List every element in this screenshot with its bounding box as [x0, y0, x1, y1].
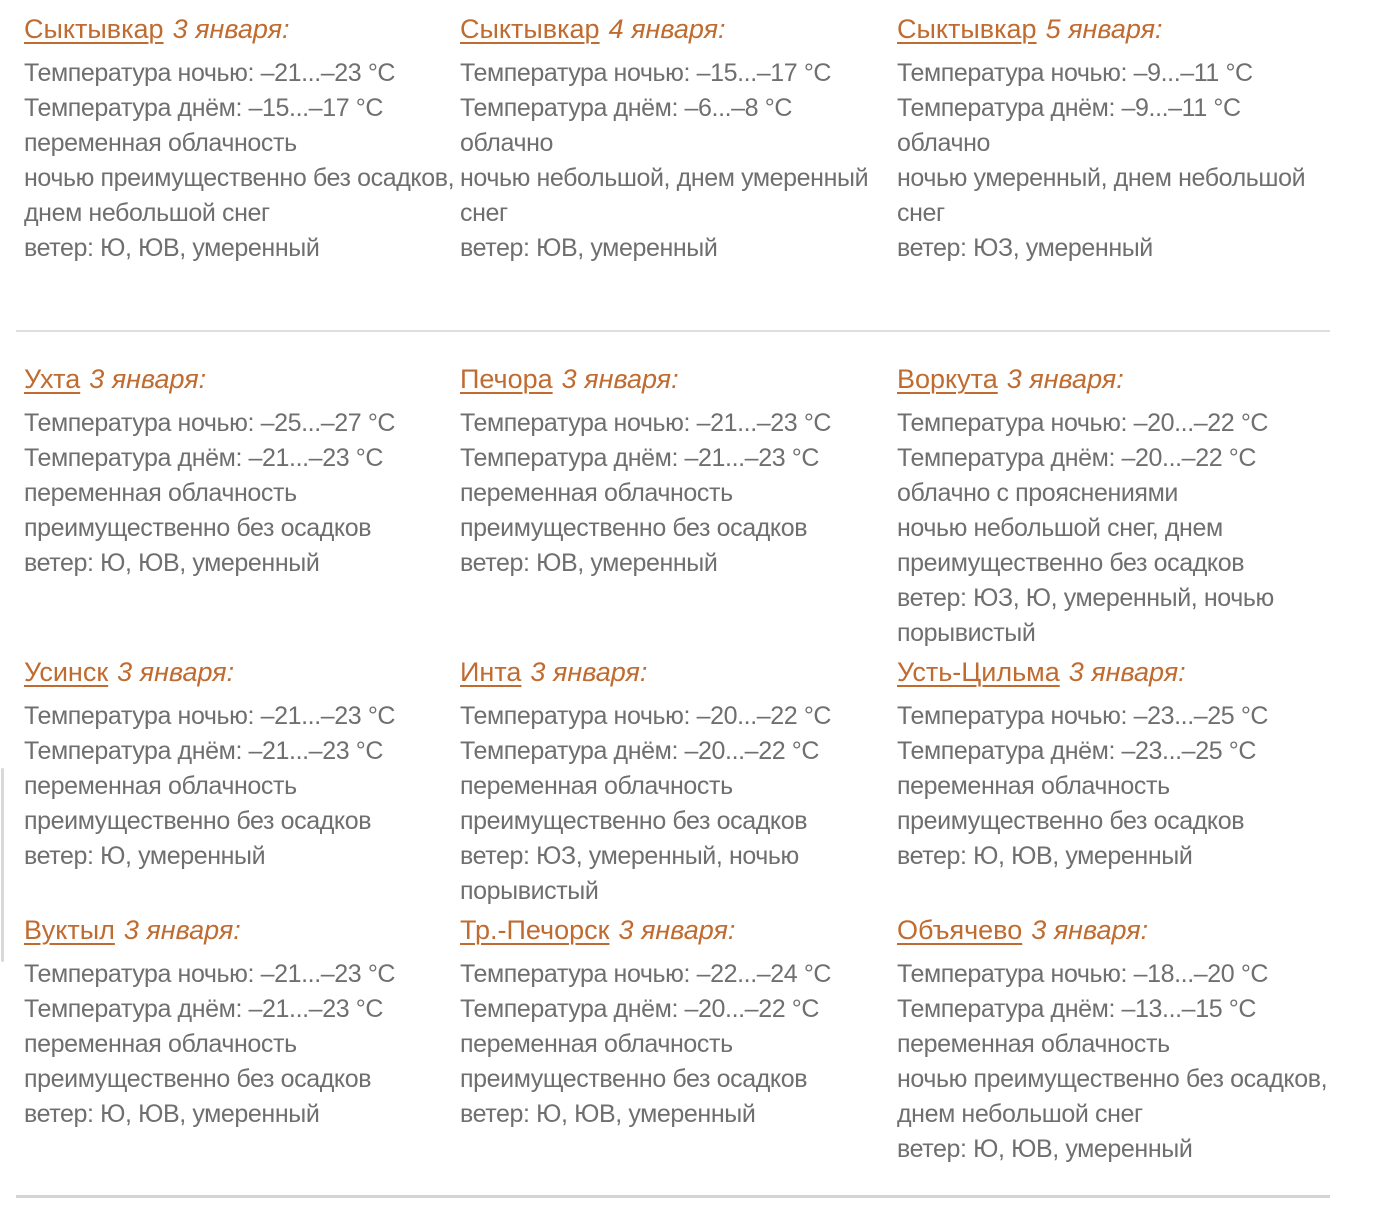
forecast-date: 4 января:	[608, 14, 726, 44]
forecast-line: Температура ночью: –9...–11 °C	[897, 59, 1253, 87]
city-link[interactable]: Усинск	[24, 657, 109, 687]
forecast-line: порывистый	[460, 877, 599, 905]
forecast-heading	[897, 909, 1324, 951]
city-link[interactable]: Тр.-Печорск	[460, 915, 610, 945]
forecast-line: преимущественно без осадков	[24, 807, 372, 835]
forecast-cell	[897, 651, 1338, 909]
forecast-line: переменная облачность	[897, 1030, 1170, 1058]
city-link[interactable]: Объячево	[897, 915, 1023, 945]
city-link[interactable]: Вуктыл	[24, 915, 115, 945]
city-link[interactable]: Печора	[460, 364, 553, 394]
city-link[interactable]: Усть-Цильма	[897, 657, 1060, 687]
forecast-heading	[24, 909, 446, 951]
forecast-line: Температура днём: –20...–22 °C	[460, 995, 819, 1023]
forecast-line: ветер: ЮЗ, Ю, умеренный, ночью	[897, 584, 1274, 612]
forecast-line: переменная облачность	[897, 772, 1170, 800]
forecast-line: ветер: Ю, ЮВ, умеренный	[24, 1100, 320, 1128]
forecast-line: Температура днём: –23...–25 °C	[897, 737, 1256, 765]
forecast-line: ветер: ЮВ, умеренный	[460, 549, 718, 577]
forecast-heading	[24, 8, 446, 50]
city-link[interactable]: Сыктывкар	[460, 14, 600, 44]
forecast-heading	[24, 651, 446, 693]
forecast-line: преимущественно без осадков	[897, 549, 1245, 577]
forecast-line: облачно	[897, 129, 990, 157]
forecast-heading	[24, 358, 446, 400]
forecast-line: Температура днём: –20...–22 °C	[897, 444, 1256, 472]
forecast-line: ветер: Ю, умеренный	[24, 842, 266, 870]
forecast-section-cities	[24, 332, 1374, 1167]
forecast-line: Температура днём: –21...–23 °C	[460, 444, 819, 472]
forecast-line: ветер: ЮВ, умеренный	[460, 234, 718, 262]
forecast-cell	[24, 651, 460, 909]
forecast-line: ветер: ЮЗ, умеренный, ночью	[460, 842, 799, 870]
forecast-line: Температура ночью: –21...–23 °C	[24, 59, 396, 87]
forecast-line: переменная облачность	[24, 129, 297, 157]
forecast-heading	[897, 651, 1324, 693]
forecast-cell	[460, 651, 897, 909]
forecast-cell	[897, 8, 1338, 266]
bottom-divider	[16, 1195, 1330, 1198]
forecast-date: 3 января:	[89, 364, 207, 394]
forecast-line: ветер: Ю, ЮВ, умеренный	[24, 234, 320, 262]
forecast-cell	[24, 909, 460, 1167]
forecast-line: Температура ночью: –15...–17 °C	[460, 59, 832, 87]
forecast-line: переменная облачность	[460, 772, 733, 800]
forecast-line: преимущественно без осадков	[24, 514, 372, 542]
city-link[interactable]: Сыктывкар	[24, 14, 164, 44]
forecast-line: ночью умеренный, днем небольшой	[897, 164, 1306, 192]
forecast-date: 3 января:	[1031, 915, 1149, 945]
forecast-line: ночью преимущественно без осадков,	[897, 1065, 1328, 1093]
forecast-line: Температура днём: –13...–15 °C	[897, 995, 1256, 1023]
forecast-line: ветер: Ю, ЮВ, умеренный	[24, 549, 320, 577]
forecast-line: Температура ночью: –23...–25 °C	[897, 702, 1269, 730]
forecast-heading	[460, 358, 883, 400]
forecast-heading	[460, 651, 883, 693]
forecast-line: ночью небольшой снег, днем	[897, 514, 1223, 542]
forecast-line: снег	[460, 199, 508, 227]
forecast-line: Температура днём: –21...–23 °C	[24, 737, 383, 765]
forecast-line: переменная облачность	[24, 1030, 297, 1058]
forecast-line: порывистый	[897, 619, 1036, 647]
city-link[interactable]: Воркута	[897, 364, 998, 394]
forecast-line: Температура днём: –21...–23 °C	[24, 444, 383, 472]
forecast-date: 3 января:	[1068, 657, 1186, 687]
forecast-line: днем небольшой снег	[24, 199, 270, 227]
forecast-line: Температура ночью: –25...–27 °C	[24, 409, 396, 437]
forecast-line: Температура ночью: –18...–20 °C	[897, 960, 1269, 988]
forecast-date: 3 января:	[123, 915, 241, 945]
forecast-line: преимущественно без осадков	[460, 807, 808, 835]
forecast-line: Температура днём: –6...–8 °C	[460, 94, 792, 122]
forecast-line: ночью небольшой, днем умеренный	[460, 164, 869, 192]
forecast-cell	[24, 358, 460, 651]
forecast-line: Температура ночью: –21...–23 °C	[24, 960, 396, 988]
forecast-line: ветер: Ю, ЮВ, умеренный	[460, 1100, 756, 1128]
forecast-section-syktyvkar	[24, 0, 1374, 266]
forecast-line: Температура ночью: –20...–22 °C	[460, 702, 832, 730]
forecast-line: Температура днём: –20...–22 °C	[460, 737, 819, 765]
city-link[interactable]: Сыктывкар	[897, 14, 1037, 44]
forecast-date: 3 января:	[172, 14, 290, 44]
forecast-line: днем небольшой снег	[897, 1100, 1143, 1128]
forecast-line: Температура днём: –9...–11 °C	[897, 94, 1241, 122]
forecast-date: 3 января:	[530, 657, 648, 687]
forecast-line: Температура днём: –15...–17 °C	[24, 94, 383, 122]
city-link[interactable]: Ухта	[24, 364, 81, 394]
forecast-cell	[897, 909, 1338, 1167]
forecast-line: преимущественно без осадков	[460, 1065, 808, 1093]
forecast-line: ночью преимущественно без осадков,	[24, 164, 455, 192]
forecast-heading	[897, 358, 1324, 400]
forecast-line: Температура ночью: –21...–23 °C	[460, 409, 832, 437]
forecast-line: Температура ночью: –22...–24 °C	[460, 960, 832, 988]
forecast-date: 5 января:	[1045, 14, 1163, 44]
forecast-line: ветер: Ю, ЮВ, умеренный	[897, 1135, 1193, 1163]
forecast-line: преимущественно без осадков	[897, 807, 1245, 835]
forecast-line: ветер: Ю, ЮВ, умеренный	[897, 842, 1193, 870]
forecast-line: преимущественно без осадков	[24, 1065, 372, 1093]
forecast-date: 3 января:	[1006, 364, 1124, 394]
city-link[interactable]: Инта	[460, 657, 522, 687]
forecast-line: облачно	[460, 129, 553, 157]
forecast-heading	[460, 909, 883, 951]
forecast-cell	[897, 358, 1338, 651]
forecast-line: переменная облачность	[24, 479, 297, 507]
forecast-line: Температура днём: –21...–23 °C	[24, 995, 383, 1023]
forecast-line: Температура ночью: –21...–23 °C	[24, 702, 396, 730]
forecast-line: переменная облачность	[460, 1030, 733, 1058]
scrollbar-thumb-fragment[interactable]	[1, 768, 4, 962]
forecast-heading	[897, 8, 1324, 50]
forecast-cell	[460, 358, 897, 651]
forecast-line: снег	[897, 199, 945, 227]
forecast-heading	[460, 8, 883, 50]
forecast-cell	[460, 8, 897, 266]
forecast-line: облачно с прояснениями	[897, 479, 1178, 507]
forecast-line: преимущественно без осадков	[460, 514, 808, 542]
forecast-line: переменная облачность	[460, 479, 733, 507]
forecast-date: 3 января:	[117, 657, 235, 687]
forecast-line: переменная облачность	[24, 772, 297, 800]
forecast-date: 3 января:	[618, 915, 736, 945]
forecast-cell	[24, 8, 460, 266]
forecast-line: Температура ночью: –20...–22 °C	[897, 409, 1269, 437]
forecast-date: 3 января:	[561, 364, 679, 394]
forecast-line: ветер: ЮЗ, умеренный	[897, 234, 1153, 262]
forecast-cell	[460, 909, 897, 1167]
